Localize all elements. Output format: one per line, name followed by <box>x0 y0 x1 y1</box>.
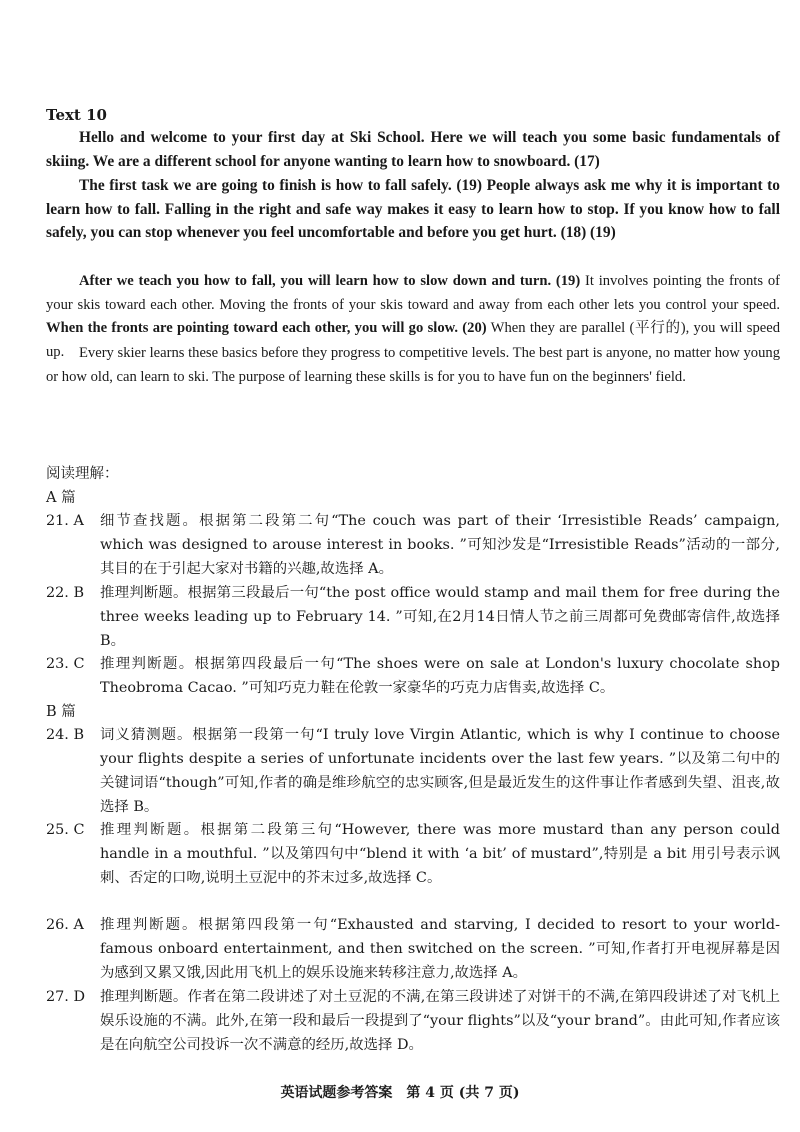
answer-explanation: 推理判断题。根据第三段最后一句“the post office would stamp and mail them for free during the three weeks leading up to February 14. ”可知,在2月14日情人节之前三周都可免费邮寄信件,故选择 B。 <box>100 585 780 649</box>
page-footer: 英语试题参考答案 第 4 页 (共 7 页) <box>280 1085 520 1101</box>
answer-item <box>46 818 780 890</box>
answer-item <box>46 509 780 581</box>
answer-item <box>46 985 780 1057</box>
text-10-paragraph-2: The first task we are going to finish is how to fall safely. (19) People always ask me why it is important to learn how to fall. Falling in the right and safe way makes it easy to learn how to stop. If you know how to fall safely, you can stop whenever you feel uncomfortable and before you get hurt. (18) (19) <box>46 177 780 241</box>
answer-explanation: 细节查找题。根据第二段第二句“The couch was part of their ‘Irresistible Reads’ campaign, which was designed to arouse interest in books. ”可知沙发是“Irresistible Reads”活动的一部分,其目的在于引起大家对书籍的兴趣,故选择 A。 <box>100 513 780 577</box>
reading-heading: 阅读理解： <box>46 466 119 482</box>
answer-item <box>46 581 780 653</box>
text-10-title: Text 10 <box>46 106 107 124</box>
answer-number: 26. A <box>46 917 84 933</box>
p3-normal-text-1: It involves pointing the fronts of your skis toward each other. Moving the fronts of your skis toward and away from each other lets you control your speed. <box>46 273 780 313</box>
answer-explanation: 推理判断题。根据第四段最后一句“The shoes were on sale at London's luxury chocolate shop Theobroma Cacao. ”可知巧克力鞋在伦敦一家豪华的巧克力店售卖,故选择 C。 <box>100 656 780 696</box>
answer-explanation: 推理判断题。作者在第二段讲述了对土豆泥的不满,在第三段讲述了对饼干的不满,在第四段讲述了对飞机上娱乐设施的不满。此外,在第一段和最后一段提到了“your flights”以及“your brand”。由此可知,作者应该是在向航空公司投诉一次不满意的经历,故选择 D。 <box>100 989 780 1053</box>
section-b-label: B 篇 <box>46 704 76 720</box>
answer-number: 24. B <box>46 727 85 743</box>
answer-explanation: 推理判断题。根据第二段第三句“However, there was more mustard than any person could handle in a mouthful. ”以及第四句中“blend it with ‘a bit’ of mustard”,特别是 a bit 用引号表示讽刺、否定的口吻,说明土豆泥中的芥末过多,故选择 C。 <box>100 822 780 886</box>
p3-normal-text-2: When they are parallel (平行的), you will speed up. <box>46 320 780 360</box>
answer-number: 21. A <box>46 513 84 529</box>
answer-item <box>46 652 780 700</box>
answer-item <box>46 723 780 819</box>
answer-number: 25. C <box>46 822 85 838</box>
answer-item <box>46 913 780 985</box>
answer-number: 23. C <box>46 656 85 672</box>
text-10-paragraph-1: Hello and welcome to your first day at Ski School. Here we will teach you some basic fundamentals of skiing. We are a different school for anyone wanting to learn how to snowboard. (17) <box>46 129 780 170</box>
answer-number: 22. B <box>46 585 85 601</box>
text-10-paragraph-4: Every skier learns these basics before they progress to competitive levels. The best part is anyone, no matter how young or how old, can learn to ski. The purpose of learning these skills is for you to have fun on the beginners' field. <box>46 345 780 385</box>
section-a-label: A 篇 <box>46 490 76 506</box>
p3-bold-sentence-2: When the fronts are pointing toward each other, you will go slow. (20) <box>46 320 487 336</box>
answer-number: 27. D <box>46 989 85 1005</box>
answer-explanation: 词义猜测题。根据第一段第一句“I truly love Virgin Atlantic, which is why I continue to choose your flights despite a series of unfortunate incidents over the last few years. ”以及第二句中的关键词语“though”可知,作者的确是维珍航空的忠实顾客,但是最近发生的这件事让作者感到失望、沮丧,故选择 B。 <box>100 727 780 815</box>
answer-explanation: 推理判断题。根据第四段第一句“Exhausted and starving, I decided to resort to your world-famous onboard entertainment, and then switched on the screen. ”可知,作者打开电视屏幕是因为感到又累又饿,因此用飞机上的娱乐设施来转移注意力,故选择 A。 <box>100 917 780 981</box>
p3-bold-sentence-1: After we teach you how to fall, you will learn how to slow down and turn. (19) <box>79 273 581 289</box>
